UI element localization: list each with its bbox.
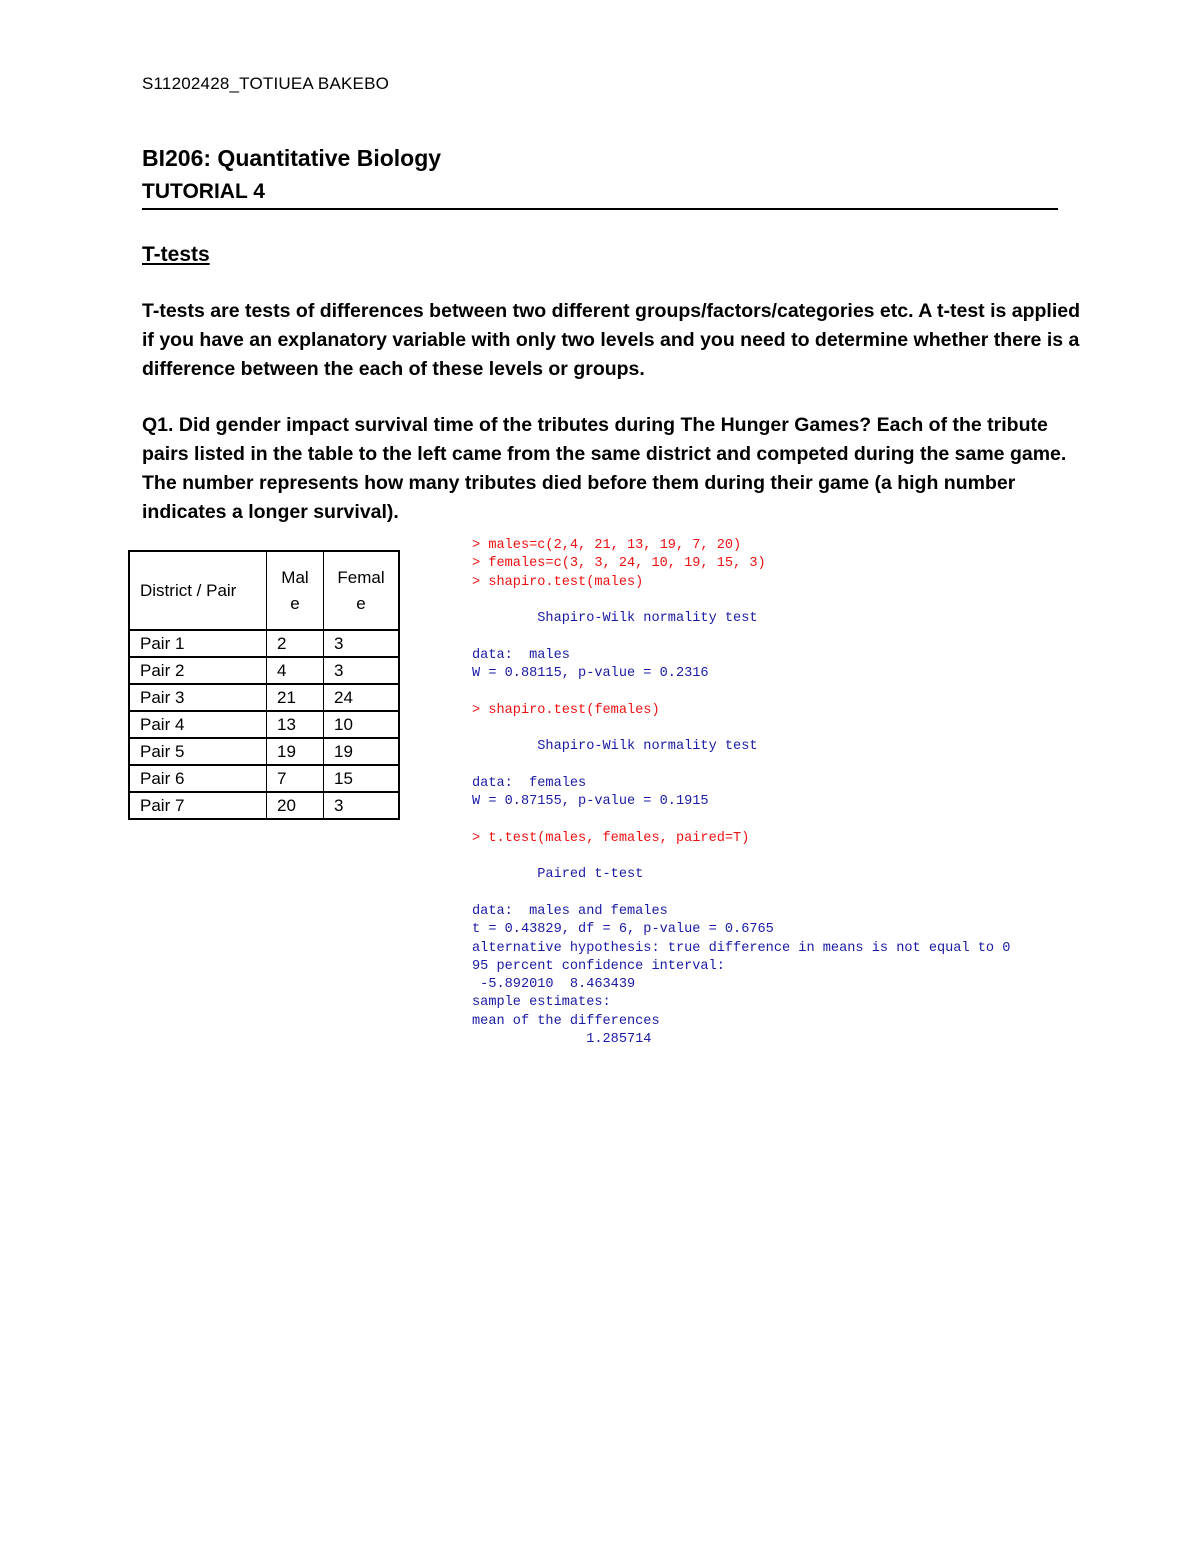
r-test-title: Shapiro-Wilk normality test (472, 611, 758, 627)
table-cell-pair: Pair 2 (129, 657, 267, 684)
r-output-line: 95 percent confidence interval: (472, 958, 725, 974)
table-cell-male: 7 (267, 765, 324, 792)
r-output-line: sample estimates: (472, 995, 611, 1011)
table-cell-male: 19 (267, 738, 324, 765)
table-row (129, 711, 399, 738)
r-output-line: mean of the differences (472, 1013, 660, 1029)
table-cell-female: 3 (324, 630, 400, 657)
tutorial-title: TUTORIAL 4 (142, 180, 265, 203)
table-cell-male: 2 (267, 630, 324, 657)
r-output-line: t = 0.43829, df = 6, p-value = 0.6765 (472, 922, 774, 938)
tribute-table (128, 550, 400, 820)
table-cell-pair: Pair 5 (129, 738, 267, 765)
r-output-line: W = 0.88115, p-value = 0.2316 (472, 666, 709, 682)
table-cell-male: 4 (267, 657, 324, 684)
table-cell-pair: Pair 1 (129, 630, 267, 657)
table-row (129, 630, 399, 657)
r-output-line: data: males (472, 647, 570, 663)
table-row (129, 792, 399, 819)
r-output-line: -5.892010 8.463439 (472, 977, 636, 993)
course-title: BI206: Quantitative Biology (142, 145, 442, 171)
table-cell-female: 19 (324, 738, 400, 765)
table-row (129, 738, 399, 765)
table-header-row (129, 551, 399, 630)
intro-paragraph: T-tests are tests of differences between two different groups/factors/categories etc. A t-test is applied if you have an explanatory variable with only two levels and you need to determine whether there is a difference between the each of these levels or groups. (142, 300, 1081, 380)
r-output-line: 1.285714 (472, 1032, 652, 1048)
r-command: > females=c(3, 3, 24, 10, 19, 15, 3) (472, 556, 766, 572)
r-command: > shapiro.test(females) (472, 702, 660, 718)
table-row (129, 684, 399, 711)
question-text: Did gender impact survival time of the tributes during The Hunger Games? Each of the tribute pairs listed in the table to the left came from the same district and competed during the same game. The number represents how many tributes died before them during their game (a high number indicates a longer survival). (142, 414, 1072, 523)
table-cell-male: 21 (267, 684, 324, 711)
table-cell-male: 20 (267, 792, 324, 819)
table-cell-pair: Pair 4 (129, 711, 267, 738)
table-cell-female: 15 (324, 765, 400, 792)
student-id-header: S11202428_TOTIUEA BAKEBO (142, 74, 390, 93)
r-command: > t.test(males, females, paired=T) (472, 830, 750, 846)
question-label: Q1. (142, 414, 174, 436)
r-command: > males=c(2,4, 21, 13, 19, 7, 20) (472, 538, 742, 553)
r-output-line: alternative hypothesis: true difference in means is not equal to 0 (472, 940, 1011, 956)
title-divider (142, 208, 1058, 210)
table-cell-pair: Pair 7 (129, 792, 267, 819)
question-1 (142, 411, 1082, 527)
table-header-district: District / Pair (129, 551, 267, 630)
r-console-output (472, 537, 1010, 1049)
r-test-title: Shapiro-Wilk normality test (472, 739, 758, 755)
r-output-line: data: males and females (472, 903, 668, 919)
r-output-line: W = 0.87155, p-value = 0.1915 (472, 794, 709, 810)
r-command: > shapiro.test(males) (472, 574, 644, 590)
table-row (129, 657, 399, 684)
table-cell-female: 10 (324, 711, 400, 738)
table-cell-pair: Pair 6 (129, 765, 267, 792)
table-cell-female: 3 (324, 657, 400, 684)
section-title: T-tests (142, 243, 210, 266)
table-cell-pair: Pair 3 (129, 684, 267, 711)
table-header-female: Femal e (324, 551, 400, 630)
r-test-title: Paired t-test (472, 867, 644, 883)
table-cell-female: 24 (324, 684, 400, 711)
table-cell-female: 3 (324, 792, 400, 819)
table-row (129, 765, 399, 792)
table-cell-male: 13 (267, 711, 324, 738)
r-output-line: data: females (472, 775, 587, 791)
table-header-male: Mal e (267, 551, 324, 630)
